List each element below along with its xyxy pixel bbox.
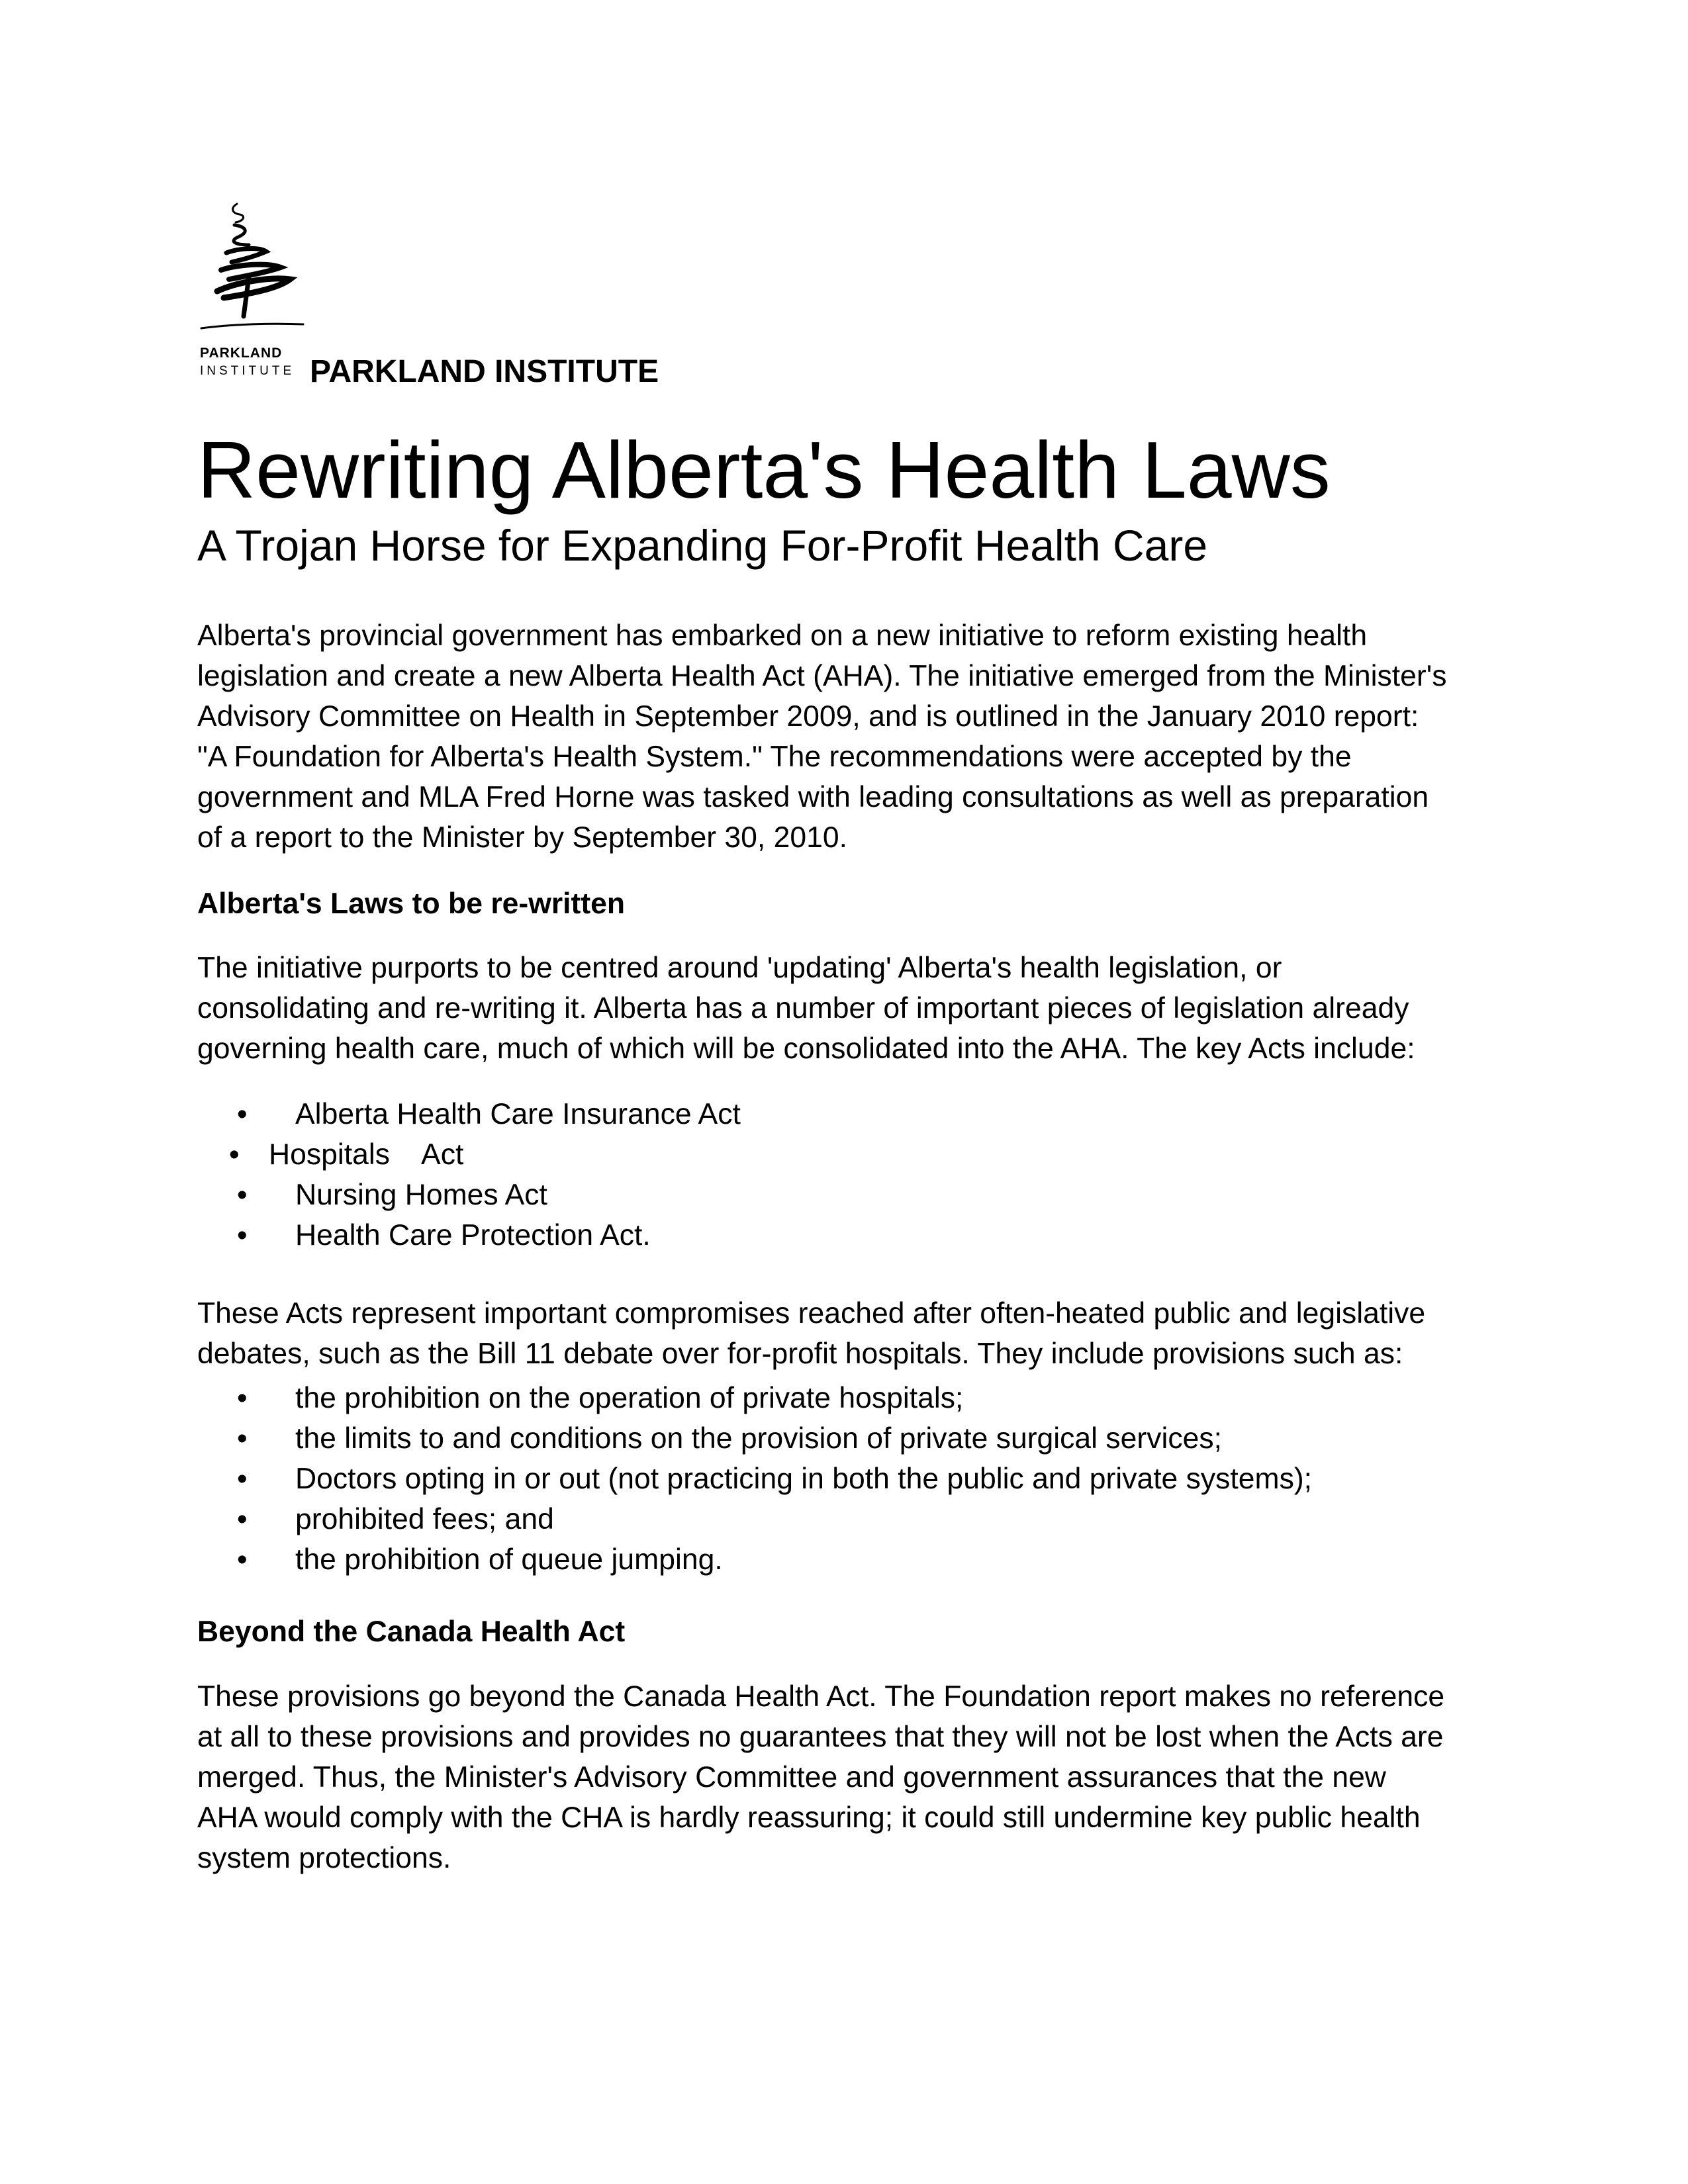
list-item-text: Doctors opting in or out (not practicing in both the public and private systems); [295, 1463, 1313, 1495]
tree-logo-icon [197, 199, 310, 338]
list-item-text: the limits to and conditions on the provision of private surgical services; [295, 1422, 1222, 1455]
paragraph-line: debates, such as the Bill 11 debate over for-profit hospitals. They include provisions such as: [197, 1338, 1403, 1370]
parkland-logo [197, 199, 310, 390]
logo-wordmark-parkland: PARKLAND [200, 345, 283, 361]
bullet-icon: • [237, 1382, 248, 1414]
compromises-paragraph [197, 1293, 1495, 1374]
paragraph-line: government and MLA Fred Horne was tasked with leading consultations as well as preparation [197, 781, 1429, 813]
bullet-icon: • [237, 1098, 248, 1130]
list-item [197, 1134, 741, 1175]
paragraph-line: of a report to the Minister by September 30, 2010. [197, 821, 848, 854]
provisions-list [197, 1378, 1312, 1580]
paragraph-line: "A Foundation for Alberta's Health System." The recommendations were accepted by the [197, 741, 1352, 773]
organization-name: PARKLAND INSTITUTE [310, 354, 659, 389]
bullet-icon: • [237, 1503, 248, 1535]
laws-paragraph [197, 948, 1495, 1069]
section-heading-laws: Alberta's Laws to be re-written [197, 887, 626, 920]
list-item-text: Health Care Protection Act. [295, 1219, 651, 1251]
document-title: Rewriting Alberta's Health Laws [197, 425, 1331, 515]
intro-paragraph [197, 615, 1495, 858]
paragraph-line: merged. Thus, the Minister's Advisory Committee and government assurances that the new [197, 1761, 1386, 1794]
bullet-icon: • [237, 1219, 248, 1251]
list-item [197, 1418, 1312, 1459]
paragraph-line: These provisions go beyond the Canada Health Act. The Foundation report makes no reference [197, 1680, 1445, 1713]
paragraph-line: governing health care, much of which will be consolidated into the AHA. The key Acts include: [197, 1032, 1415, 1065]
bullet-icon: • [237, 1463, 248, 1495]
logo-wordmark-institute: INSTITUTE [200, 364, 295, 378]
list-item-text: Alberta Health Care Insurance Act [295, 1098, 741, 1130]
list-item [197, 1459, 1312, 1499]
paragraph-line: system protections. [197, 1842, 451, 1874]
document-subtitle: A Trojan Horse for Expanding For-Profit Health Care [197, 521, 1208, 570]
list-item [197, 1499, 1312, 1539]
paragraph-line: AHA would comply with the CHA is hardly reassuring; it could still undermine key public health [197, 1801, 1421, 1834]
list-item-text: the prohibition on the operation of private hospitals; [295, 1382, 964, 1414]
paragraph-line: legislation and create a new Alberta Health Act (AHA). The initiative emerged from the Minister's [197, 660, 1447, 692]
list-item-text: the prohibition of queue jumping. [295, 1543, 723, 1576]
list-item [197, 1215, 741, 1255]
bullet-icon: • [229, 1138, 240, 1171]
section-heading-beyond-cha: Beyond the Canada Health Act [197, 1615, 626, 1648]
key-acts-list [197, 1094, 741, 1255]
beyond-cha-paragraph [197, 1676, 1495, 1878]
list-item-text: prohibited fees; and [295, 1503, 554, 1535]
list-item [197, 1539, 1312, 1580]
list-item-text: Nursing Homes Act [295, 1179, 547, 1211]
bullet-icon: • [237, 1422, 248, 1455]
paragraph-line: Advisory Committee on Health in September 2009, and is outlined in the January 2010 report: [197, 700, 1419, 733]
paragraph-line: at all to these provisions and provides no guarantees that they will not be lost when the Acts are [197, 1721, 1444, 1753]
list-item-text: Hospitals Act [269, 1138, 464, 1171]
list-item [197, 1094, 741, 1134]
paragraph-line: Alberta's provincial government has embarked on a new initiative to reform existing health [197, 619, 1368, 652]
bullet-icon: • [237, 1543, 248, 1576]
paragraph-line: The initiative purports to be centred around 'updating' Alberta's health legislation, or [197, 952, 1282, 984]
list-item [197, 1175, 741, 1215]
list-item [197, 1378, 1312, 1418]
bullet-icon: • [237, 1179, 248, 1211]
paragraph-line: These Acts represent important compromises reached after often-heated public and legislative [197, 1297, 1426, 1330]
paragraph-line: consolidating and re-writing it. Alberta has a number of important pieces of legislation already [197, 992, 1409, 1024]
